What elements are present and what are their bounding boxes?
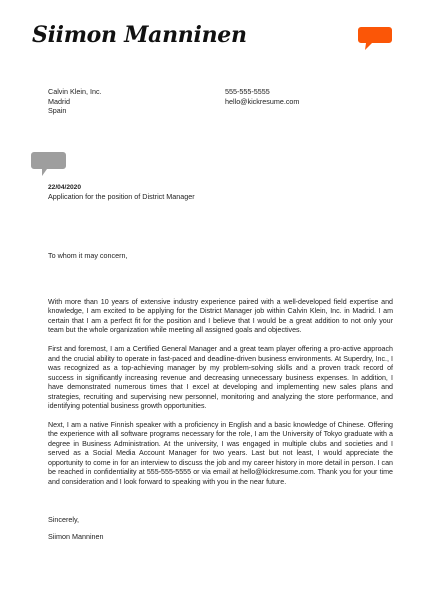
letter-body: [48, 298, 393, 497]
letter-signature: Siimon Manninen: [48, 532, 104, 541]
letter-date: 22/04/2020: [48, 184, 82, 191]
letter-greeting: To whom it may concern,: [48, 251, 128, 260]
body-paragraph: Next, I am a native Finnish speaker with a proficiency in English and a basic knowledge of Chinese. Offering the experience with all software programs necessary for the role, I am the University of Tokyo graduate with a degree in Business Administration. At the university, I was engaged in multiple clubs and societies and I served as a Social Media Account Manager for two years. Last but not least, I would appreciate the opportunity to come in for an interview to discuss the job and my career history in more detail in person. I can be reached in confidentiality at 555-555-5555 or via email at hello@kickresume.com. Thank you for your time and consideration and I look forward to speaking with you in the near future.: [48, 420, 393, 486]
letter-subject: Application for the position of District Manager: [48, 192, 195, 201]
body-paragraph: First and foremost, I am a Certified General Manager and a great team player offering a pro-active approach and the crucial ability to operate in fast-paced and deadline-driven business environments. At Superdry, Inc., I was recognized as a top-achieving manager by my problem-solving skills and a proven track record of success in significantly increasing revenue and decreasing unnecessary business expenses. In addition, I have demonstrated numerous times that I excel at developing and implementing new sales plans and strategies, recruiting and supervising new personnel, monitoring and analyzing the store performance, and identifying potential business growth opportunities.: [48, 345, 393, 411]
recipient-country: Spain: [48, 106, 67, 116]
recipient-company: Calvin Klein, Inc.: [48, 87, 102, 96]
recipient-city: Madrid: [48, 96, 70, 106]
speech-bubble-icon: [358, 27, 392, 51]
sender-email: hello@kickresume.com: [225, 96, 300, 106]
body-paragraph: With more than 10 years of extensive industry experience paired with a well-developed field expertise and knowledge, I am excited to be applying for the District Manager job within Calvin Klein, Inc. in Madrid. I am certain that I am a perfect fit for the position and I believe that I would be a great addition to not only your team but the whole organization while meeting all assigned goals and objectives.: [48, 298, 393, 335]
divider-bubble-shape: [31, 152, 66, 176]
applicant-name: Siimon Manninen: [32, 22, 247, 48]
speech-bubble-icon: [31, 152, 66, 176]
sender-phone: 555-555-5555: [225, 87, 270, 96]
recipient-address: [48, 87, 102, 116]
letter-closing: Sincerely,: [48, 515, 80, 524]
logo-bubble-shape: [358, 27, 392, 50]
sender-contact: [225, 87, 299, 106]
